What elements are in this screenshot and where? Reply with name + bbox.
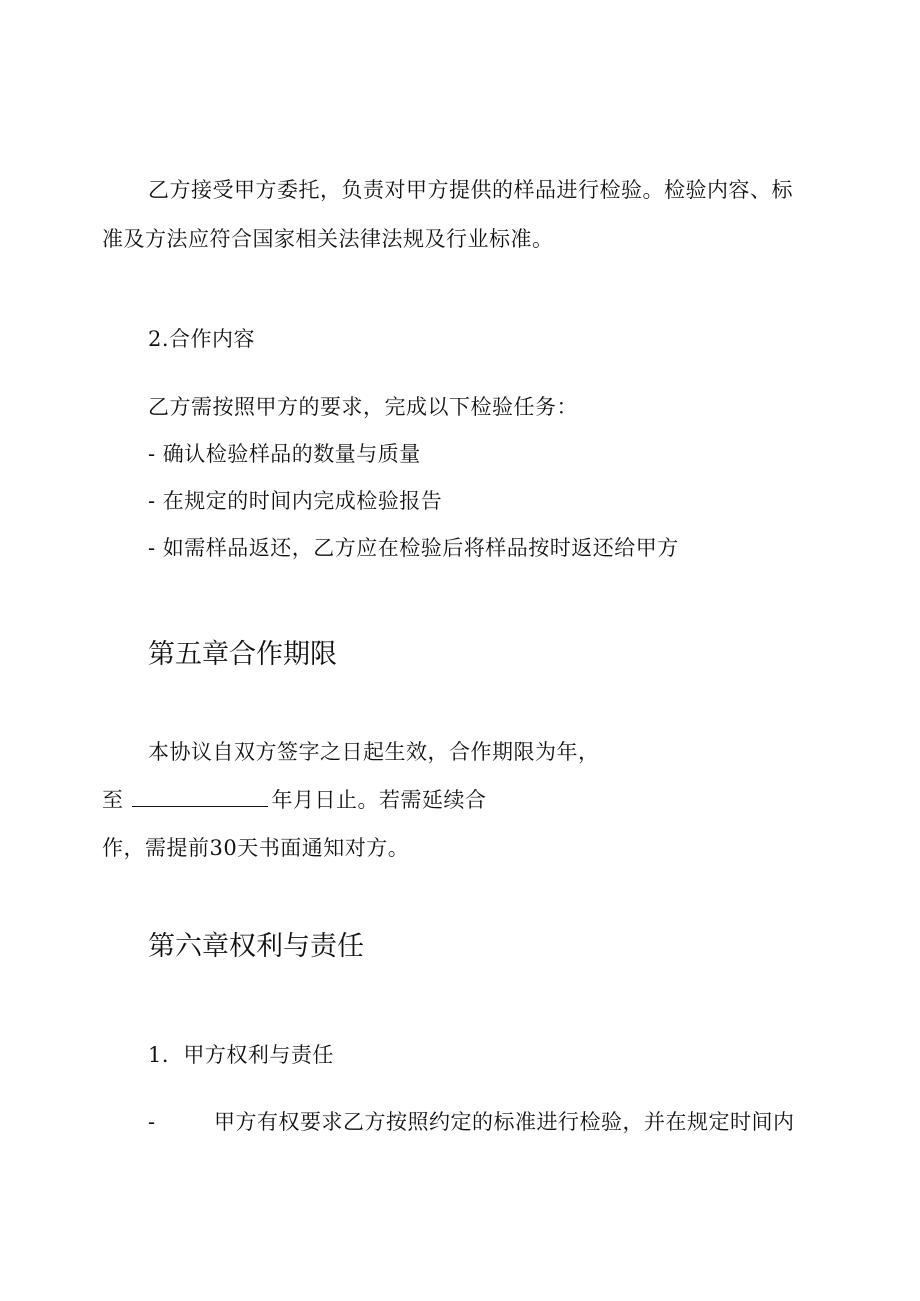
- chapter5-heading: 第五章合作期限: [148, 639, 337, 670]
- chapter6-heading: 第六章权利与责任: [148, 931, 364, 962]
- chapter5-line3: 作，需提前30天书面通知对方。: [102, 836, 410, 860]
- list-dash: -: [148, 1110, 156, 1134]
- item6-1-title: 1．甲方权利与责任: [148, 1043, 334, 1067]
- list-item: - 在规定的时间内完成检验报告: [148, 489, 443, 513]
- item6-1-line1: 甲方有权要求乙方按照约定的标准进行检验，并在规定时间内: [214, 1110, 795, 1134]
- section4-body-line2: 准及方法应符合国家相关法律法规及行业标准。: [102, 227, 554, 251]
- item2-intro: 乙方需按照甲方的要求，完成以下检验任务：: [148, 395, 578, 419]
- chapter5-line2-prefix: 至: [102, 788, 124, 812]
- chapter5-line2-suffix: 年月日止。若需延续合: [271, 788, 487, 812]
- chapter5-line2: [102, 786, 487, 814]
- list-item: - 确认检验样品的数量与质量: [148, 442, 421, 466]
- list-item: - 如需样品返还，乙方应在检验后将样品按时返还给甲方: [148, 536, 679, 560]
- chapter5-line1: 本协议自双方签字之日起生效，合作期限为年，: [148, 740, 600, 764]
- fill-in-blank: [132, 786, 268, 807]
- item2-title: 2.合作内容: [148, 327, 256, 351]
- section4-body-line1: 乙方接受甲方委托，负责对甲方提供的样品进行检验。检验内容、标: [148, 178, 793, 202]
